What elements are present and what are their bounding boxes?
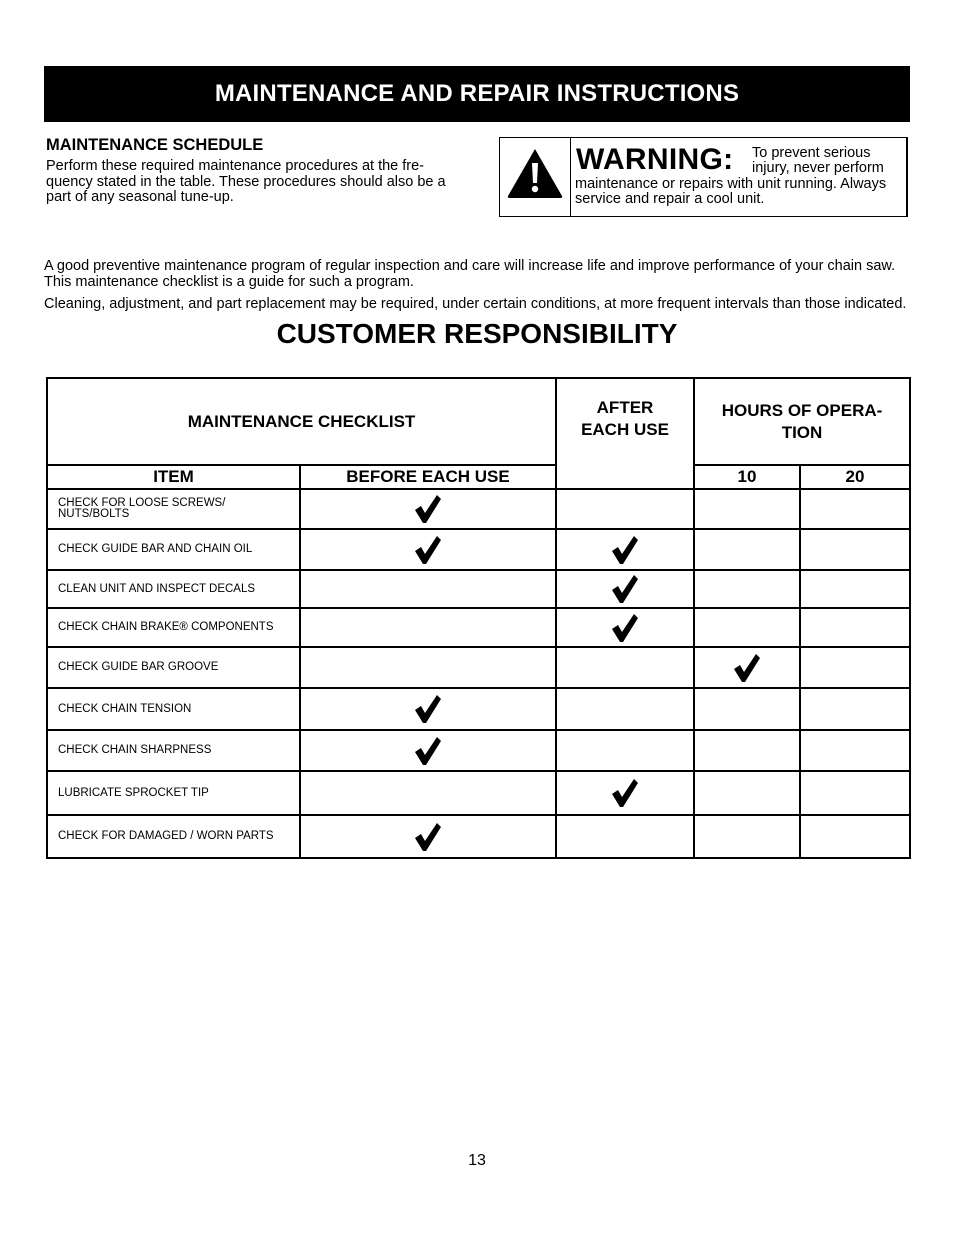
item-cell: CHECK CHAIN TENSION [47, 688, 300, 730]
item-cell: CHECK FOR LOOSE SCREWS/ NUTS/BOLTS [47, 489, 300, 529]
hours-20-cell [800, 489, 910, 529]
before-each-use-cell [300, 570, 556, 608]
hours-20-header: 20 [800, 465, 910, 489]
warning-text-second: maintenance or repairs with unit running. Always service and repair a cool unit. [575, 176, 887, 207]
item-cell: CHECK CHAIN BRAKE® COMPONENTS [47, 608, 300, 647]
maintenance-checklist-table [46, 377, 911, 859]
before-each-use-header: BEFORE EACH USE [300, 465, 556, 489]
hours-10-cell [694, 771, 800, 815]
hours-20-cell [800, 730, 910, 771]
hours-20-cell [800, 529, 910, 570]
hours-10-cell [694, 608, 800, 647]
checkmark-icon [610, 619, 640, 636]
hours-10-cell [694, 489, 800, 529]
hours-20-cell [800, 570, 910, 608]
item-cell: LUBRICATE SPROCKET TIP [47, 771, 300, 815]
table-row [47, 771, 910, 815]
page-number: 13 [468, 1152, 486, 1169]
intro-paragraph-2: Cleaning, adjustment, and part replacement may be required, under certain conditions, at more frequent intervals than those indicated. [44, 296, 907, 312]
checkmark-icon [610, 784, 640, 801]
after-each-use-label: AFTER EACH USE [581, 398, 669, 439]
checklist-header: MAINTENANCE CHECKLIST [47, 378, 556, 465]
before-each-use-cell [300, 489, 556, 529]
checkmark-icon [610, 541, 640, 558]
section-banner [44, 66, 910, 122]
before-each-use-cell [300, 815, 556, 858]
item-cell: CHECK CHAIN SHARPNESS [47, 730, 300, 771]
hours-of-operation-header: HOURS OF OPERA- TION [694, 378, 910, 465]
hours-20-cell [800, 647, 910, 688]
checkmark-icon [413, 541, 443, 558]
before-each-use-cell [300, 688, 556, 730]
schedule-heading: MAINTENANCE SCHEDULE [46, 136, 264, 154]
after-each-use-cell [556, 570, 694, 608]
after-each-use-cell [556, 815, 694, 858]
hours-10-cell [694, 688, 800, 730]
warning-text-first: To prevent serious injury, never perform [752, 145, 884, 176]
table-row [47, 647, 910, 688]
after-each-use-cell [556, 489, 694, 529]
hours-20-cell [800, 608, 910, 647]
after-each-use-cell [556, 688, 694, 730]
item-cell: CLEAN UNIT AND INSPECT DECALS [47, 570, 300, 608]
item-cell: CHECK FOR DAMAGED / WORN PARTS [47, 815, 300, 858]
table-row [47, 570, 910, 608]
table-row [47, 608, 910, 647]
after-each-use-cell [556, 529, 694, 570]
table-row [47, 730, 910, 771]
hours-10-cell [694, 730, 800, 771]
hours-10-header: 10 [694, 465, 800, 489]
table-row [47, 815, 910, 858]
warning-icon-cell [500, 138, 571, 216]
after-each-use-header [556, 378, 694, 489]
hours-10-cell [694, 570, 800, 608]
hours-20-cell [800, 815, 910, 858]
before-each-use-cell [300, 730, 556, 771]
table-row [47, 489, 910, 529]
checkmark-icon [413, 700, 443, 717]
before-each-use-cell [300, 608, 556, 647]
schedule-body: Perform these required maintenance procedures at the fre- quency stated in the table. These procedures should also be a part of any seasonal tune-up. [46, 158, 446, 205]
warning-box [499, 137, 908, 217]
checkmark-icon [732, 659, 762, 676]
checkmark-icon [413, 828, 443, 845]
checkmark-icon [413, 742, 443, 759]
after-each-use-cell [556, 608, 694, 647]
maintenance-table-wrapper [46, 377, 911, 859]
item-cell: CHECK GUIDE BAR GROOVE [47, 647, 300, 688]
customer-responsibility-title: CUSTOMER RESPONSIBILITY [276, 318, 678, 349]
table-row [47, 688, 910, 730]
before-each-use-cell [300, 529, 556, 570]
after-each-use-cell [556, 730, 694, 771]
hours-10-cell [694, 815, 800, 858]
before-each-use-cell [300, 771, 556, 815]
table-row [47, 529, 910, 570]
hours-10-cell [694, 529, 800, 570]
checkmark-icon [610, 580, 640, 597]
intro-paragraph-1: A good preventive maintenance program of regular inspection and care will increase life and improve performance of your chain saw. This maintenance checklist is a guide for such a program. [44, 258, 896, 290]
warning-label: WARNING: [576, 143, 734, 176]
warning-triangle-icon [506, 147, 564, 199]
hours-20-cell [800, 688, 910, 730]
after-each-use-cell [556, 771, 694, 815]
item-header: ITEM [47, 465, 300, 489]
after-each-use-cell [556, 647, 694, 688]
hours-20-cell [800, 771, 910, 815]
item-cell: CHECK GUIDE BAR AND CHAIN OIL [47, 529, 300, 570]
section-title: MAINTENANCE AND REPAIR INSTRUCTIONS [214, 80, 740, 107]
checkmark-icon [413, 500, 443, 517]
before-each-use-cell [300, 647, 556, 688]
hours-10-cell [694, 647, 800, 688]
